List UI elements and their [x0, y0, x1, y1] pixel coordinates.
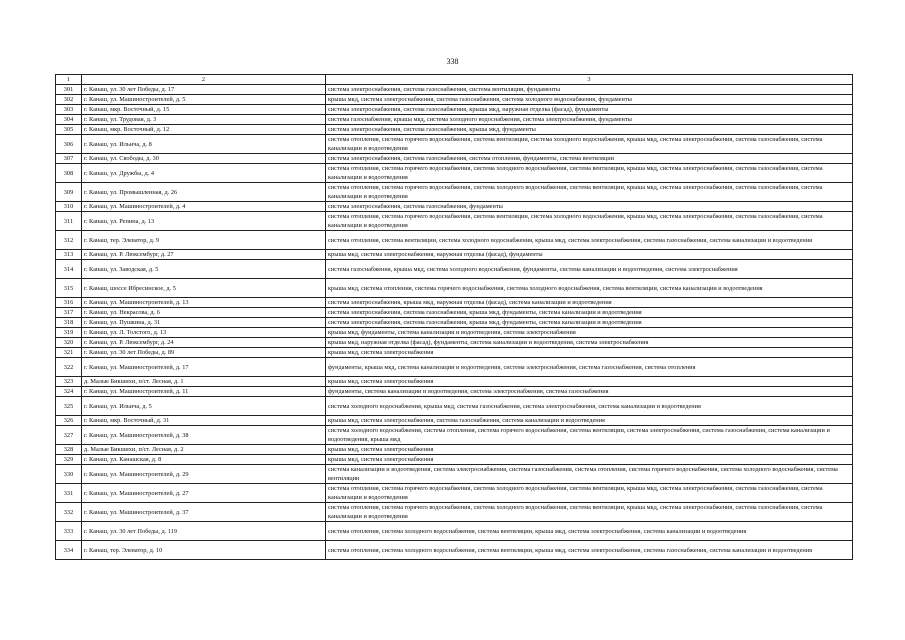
- row-systems: система холодного водоснабжения, крыша мкд, система газоснабжения, система электроснабжения, система канализации и водоотведения: [326, 397, 853, 416]
- row-systems: система электроснабжения, система газоснабжения, крыша мкд, фундаменты, система канализации и водоотведения: [326, 318, 853, 328]
- row-systems: система холодного водоснабжения, система отопления, система горячего водоснабжения, система вентиляции, система электроснабжения, система газоснабжения, система канализации и водоотведения, крыша мкд: [326, 426, 853, 445]
- row-number: 311: [56, 212, 82, 231]
- row-number: 323: [56, 377, 82, 387]
- table-row: [56, 298, 853, 308]
- table-row: [56, 328, 853, 338]
- row-systems: система газоснабжения, крыша мкд, система холодного водоснабжения, фундаменты, система канализации и водоотведения, система электроснабжения: [326, 260, 853, 279]
- table-row: [56, 308, 853, 318]
- row-address: г. Канаш, ул. Машиностроителей, д. 27: [82, 484, 326, 503]
- row-number: 321: [56, 348, 82, 358]
- row-systems: крыша мкд, система электроснабжения, система газоснабжения, система холодного водоснабжения, фундаменты: [326, 95, 853, 105]
- row-address: г. Канаш, ул. Репина, д. 13: [82, 212, 326, 231]
- row-address: г. Канаш, ул. Машиностроителей, д. 38: [82, 426, 326, 445]
- table-row: [56, 416, 853, 426]
- row-systems: система газоснабжения, крыша мкд, система холодного водоснабжения, система электроснабжения, фундаменты: [326, 115, 853, 125]
- row-systems: система отопления, система горячего водоснабжения, система холодного водоснабжения, система вентиляции, крыша мкд, система электроснабжения, система газоснабжения, система канализации и водоотведения: [326, 164, 853, 183]
- table-row: [56, 484, 853, 503]
- table-row: [56, 318, 853, 328]
- table-row: [56, 279, 853, 298]
- row-number: 329: [56, 455, 82, 465]
- row-systems: система электроснабжения, система газоснабжения, крыша мкд, фундаменты: [326, 125, 853, 135]
- row-number: 326: [56, 416, 82, 426]
- table-row: [56, 387, 853, 397]
- row-number: 313: [56, 250, 82, 260]
- table-row: [56, 348, 853, 358]
- row-number: 328: [56, 445, 82, 455]
- row-number: 327: [56, 426, 82, 445]
- table-row: [56, 541, 853, 560]
- row-systems: крыша мкд, наружная отделка (фасад), фундаменты, система канализации и водоотведения, система электроснабжения: [326, 338, 853, 348]
- row-number: 302: [56, 95, 82, 105]
- row-address: г. Канаш, ул. Машиностроителей, д. 29: [82, 465, 326, 484]
- row-address: г. Канаш, ул. Машиностроителей, д. 4: [82, 202, 326, 212]
- row-number: 301: [56, 85, 82, 95]
- row-address: г. Канаш, тер. Элеватор, д. 10: [82, 541, 326, 560]
- row-number: 305: [56, 125, 82, 135]
- row-systems: система электроснабжения, система газоснабжения, система вентиляции, фундаменты: [326, 85, 853, 95]
- row-address: г. Канаш, ул. Ильича, д. 5: [82, 397, 326, 416]
- row-address: г. Канаш, ул. Некрасова, д. 6: [82, 308, 326, 318]
- row-number: 308: [56, 164, 82, 183]
- row-address: г. Канаш, мкр. Восточный, д. 12: [82, 125, 326, 135]
- row-number: 304: [56, 115, 82, 125]
- row-number: 309: [56, 183, 82, 202]
- table-header-row: [56, 75, 853, 85]
- row-systems: система отопления, система горячего водоснабжения, система вентиляции, система холодного водоснабжения, крыша мкд, система электроснабжения, система газоснабжения, система канализации и водоотведения: [326, 135, 853, 154]
- row-address: г. Канаш, ул. Заводская, д. 5: [82, 260, 326, 279]
- row-address: г. Канаш, ул. Машиностроителей, д. 17: [82, 358, 326, 377]
- row-address: г. Канаш, шоссе Ибресинское, д. 5: [82, 279, 326, 298]
- row-systems: система канализации и водоотведения, система электроснабжения, система газоснабжения, система отопления, система горячего водоснабжения, система холодного водоснабжения, система вентиляции: [326, 465, 853, 484]
- row-systems: система электроснабжения, система газоснабжения, система отопления, фундаменты, система вентиляции: [326, 154, 853, 164]
- row-address: г. Канаш, ул. Пушкина, д. 31: [82, 318, 326, 328]
- row-systems: крыша мкд, система электроснабжения: [326, 455, 853, 465]
- row-systems: система электроснабжения, крыша мкд, наружная отделка (фасад), система канализации и водоотведения: [326, 298, 853, 308]
- row-number: 318: [56, 318, 82, 328]
- row-systems: крыша мкд, система электроснабжения: [326, 445, 853, 455]
- row-systems: фундаменты, крыша мкд, система канализации и водоотведения, система электроснабжения, система газоснабжения, система отопления: [326, 358, 853, 377]
- row-address: д. Малые Бикшихи, п/ст. Лесная, д. 1: [82, 377, 326, 387]
- row-number: 317: [56, 308, 82, 318]
- table-body: [56, 75, 853, 560]
- row-systems: крыша мкд, фундаменты, система канализации и водоотведения, система электроснабжения: [326, 328, 853, 338]
- row-address: г. Канаш, ул. Промышленная, д. 26: [82, 183, 326, 202]
- header-col-systems: 3: [326, 75, 853, 85]
- row-number: 312: [56, 231, 82, 250]
- table-row: [56, 85, 853, 95]
- table-row: [56, 183, 853, 202]
- row-number: 333: [56, 522, 82, 541]
- row-number: 316: [56, 298, 82, 308]
- table-row: [56, 338, 853, 348]
- row-systems: система отопления, система горячего водоснабжения, система холодного водоснабжения, система вентиляции, крыша мкд, система электроснабжения, система газоснабжения, система канализации и водоотведения: [326, 484, 853, 503]
- table-row: [56, 95, 853, 105]
- page-number: 338: [446, 57, 459, 66]
- row-number: 330: [56, 465, 82, 484]
- row-systems: система электроснабжения, система газоснабжения, крыша мкд, фундаменты, система канализации и водоотведения: [326, 308, 853, 318]
- row-number: 306: [56, 135, 82, 154]
- row-number: 324: [56, 387, 82, 397]
- row-number: 314: [56, 260, 82, 279]
- row-number: 319: [56, 328, 82, 338]
- address-systems-table: [55, 74, 853, 560]
- row-systems: крыша мкд, система электроснабжения: [326, 348, 853, 358]
- table-row: [56, 260, 853, 279]
- table-row: [56, 377, 853, 387]
- table-row: [56, 358, 853, 377]
- row-number: 310: [56, 202, 82, 212]
- row-address: г. Канаш, ул. Р. Люксембург, д. 27: [82, 250, 326, 260]
- row-address: г. Канаш, ул. Трудовая, д. 3: [82, 115, 326, 125]
- row-address: г. Канаш, ул. Машиностроителей, д. 37: [82, 503, 326, 522]
- row-address: г. Канаш, мкр. Восточный, д. 15: [82, 105, 326, 115]
- table-row: [56, 503, 853, 522]
- table-row: [56, 465, 853, 484]
- table-row: [56, 426, 853, 445]
- row-systems: крыша мкд, система электроснабжения, система газоснабжения, система канализации и водоотведения: [326, 416, 853, 426]
- row-number: 320: [56, 338, 82, 348]
- table-row: [56, 154, 853, 164]
- row-number: 307: [56, 154, 82, 164]
- row-systems: система электроснабжения, система газоснабжения, крыша мкд, наружная отделка (фасад), фундаменты: [326, 105, 853, 115]
- table-row: [56, 115, 853, 125]
- table-row: [56, 250, 853, 260]
- table-row: [56, 522, 853, 541]
- row-address: г. Канаш, ул. Дружбы, д. 4: [82, 164, 326, 183]
- row-systems: крыша мкд, система электроснабжения, наружная отделка (фасад), фундаменты: [326, 250, 853, 260]
- row-systems: система отопления, система горячего водоснабжения, система холодного водоснабжения, система вентиляции, крыша мкд, система электроснабжения, система газоснабжения, система канализации и водоотведения: [326, 183, 853, 202]
- table-row: [56, 397, 853, 416]
- row-number: 334: [56, 541, 82, 560]
- header-col-address: 2: [82, 75, 326, 85]
- table-row: [56, 445, 853, 455]
- row-number: 331: [56, 484, 82, 503]
- row-address: г. Канаш, ул. 30 лет Победы, д. 119: [82, 522, 326, 541]
- row-address: г. Канаш, ул. Свободы, д. 30: [82, 154, 326, 164]
- table-row: [56, 212, 853, 231]
- row-systems: крыша мкд, система электроснабжения: [326, 377, 853, 387]
- row-systems: система отопления, система холодного водоснабжения, система вентиляции, крыша мкд, система электроснабжения, система канализации и водоотведения: [326, 522, 853, 541]
- row-systems: система отопления, система холодного водоснабжения, система вентиляции, крыша мкд, система электроснабжения, система газоснабжения, система канализации и водоотведения: [326, 541, 853, 560]
- table-row: [56, 135, 853, 154]
- row-address: г. Канаш, ул. Машиностроителей, д. 13: [82, 298, 326, 308]
- row-address: г. Канаш, ул. Машиностроителей, д. 11: [82, 387, 326, 397]
- row-address: г. Канаш, ул. 30 лет Победы, д. 89: [82, 348, 326, 358]
- row-address: г. Канаш, ул. 30 лет Победы, д. 17: [82, 85, 326, 95]
- row-address: г. Канаш, ул. Канашская, д. 8: [82, 455, 326, 465]
- table-row: [56, 164, 853, 183]
- row-systems: система электроснабжения, система газоснабжения, фундаменты: [326, 202, 853, 212]
- row-systems: крыша мкд, система отопления, система горячего водоснабжения, система холодного водоснабжения, система вентиляции, система канализации и водоотведения: [326, 279, 853, 298]
- table-row: [56, 455, 853, 465]
- row-address: г. Канаш, ул. Машиностроителей, д. 5: [82, 95, 326, 105]
- row-address: г. Канаш, тер. Элеватор, д. 9: [82, 231, 326, 250]
- row-address: г. Канаш, ул. Р. Люксембург, д. 24: [82, 338, 326, 348]
- table-row: [56, 202, 853, 212]
- row-systems: система отопления, система горячего водоснабжения, система вентиляции, система холодного водоснабжения, крыша мкд, система электроснабжения, система газоснабжения, система канализации и водоотведения: [326, 212, 853, 231]
- row-address: д. Малые Бикшихи, п/ст. Лесная, д. 2: [82, 445, 326, 455]
- table-row: [56, 105, 853, 115]
- row-number: 315: [56, 279, 82, 298]
- row-address: г. Канаш, ул. Ильича, д. 8: [82, 135, 326, 154]
- row-address: г. Канаш, мкр. Восточный, д. 31: [82, 416, 326, 426]
- row-systems: система отопления, система вентиляции, система холодного водоснабжения, крыша мкд, система электроснабжения, система газоснабжения, система канализации и водоотведения: [326, 231, 853, 250]
- row-number: 322: [56, 358, 82, 377]
- row-number: 303: [56, 105, 82, 115]
- row-number: 325: [56, 397, 82, 416]
- row-number: 332: [56, 503, 82, 522]
- row-systems: фундаменты, система канализации и водоотведения, система электроснабжения, система газоснабжения: [326, 387, 853, 397]
- row-systems: система отопления, система горячего водоснабжения, система холодного водоснабжения, система вентиляции, крыша мкд, система электроснабжения, система газоснабжения, система канализации и водоотведения: [326, 503, 853, 522]
- table-row: [56, 231, 853, 250]
- row-address: г. Канаш, ул. Л. Толстого, д. 13: [82, 328, 326, 338]
- table-row: [56, 125, 853, 135]
- header-col-number: 1: [56, 75, 82, 85]
